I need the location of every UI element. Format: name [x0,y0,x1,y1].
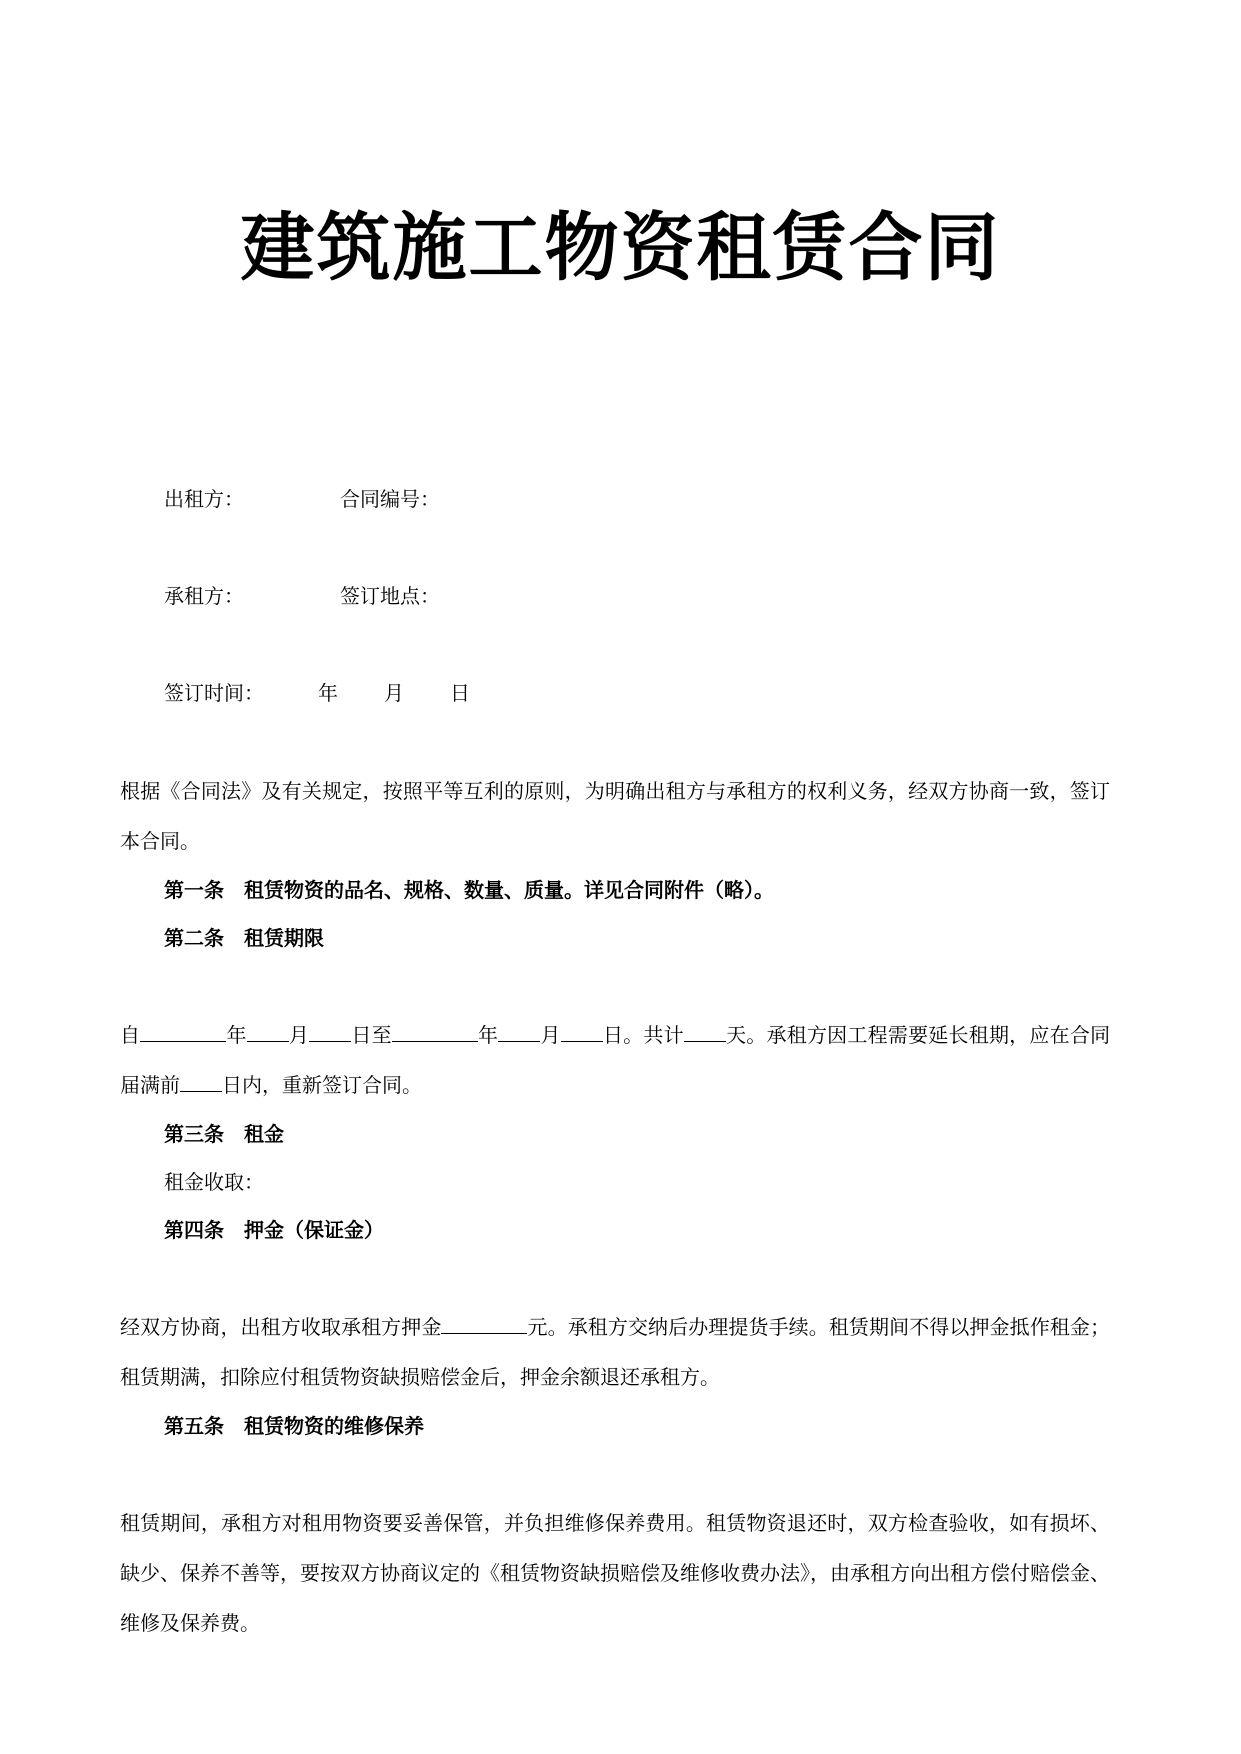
article-2-day-to: 日至 [351,1023,392,1047]
rent-collection-label: 租金收取： [164,1170,264,1194]
end-month-blank [498,1019,540,1042]
article-2-year1: 年 [226,1023,247,1047]
article-2-heading: 第二条 租赁期限 [164,926,324,950]
article-4-paragraph [120,1302,1110,1402]
article-2-month1: 月 [288,1023,310,1047]
article-4-heading: 第四条 押金（保证金） [164,1218,384,1242]
contract-no-label: 合同编号： [340,487,440,511]
contract-title: 建筑施工物资租赁合同 [240,205,1001,291]
total-days-blank [684,1019,726,1042]
article-5-heading: 第五条 租赁物资的维修保养 [164,1414,424,1438]
deposit-amount-blank [441,1311,527,1334]
article-2-month2: 月 [540,1023,561,1047]
article-2-year2: 年 [477,1023,499,1047]
start-year-blank [140,1019,226,1042]
article-3-heading: 第三条 租金 [164,1122,284,1146]
end-day-blank [561,1019,603,1042]
intro-paragraph: 根据《合同法》及有关规定，按照平等互利的原则，为明确出租方与承租方的权利义务，经双方协商一致，签订本合同。 [120,779,1110,853]
start-day-blank [309,1019,351,1042]
article-1-heading: 第一条 租赁物资的品名、规格、数量、质量。详见合同附件（略）。 [164,878,774,902]
lessee-label: 承租方： [164,584,244,608]
end-year-blank [392,1019,478,1042]
sign-month: 月 [384,681,404,705]
sign-time-label: 签订时间： [164,681,264,705]
article-2-from: 自 [120,1023,141,1047]
sign-place-label: 签订地点： [340,584,440,608]
article-2-end: 日内，重新签订合同。 [222,1073,422,1097]
sign-year: 年 [318,681,338,705]
article-5-paragraph: 租赁期间，承租方对租用物资要妥善保管，并负担维修保养费用。租赁物资退还时，双方检查验收，如有损坏、缺少、保养不善等，要按双方协商议定的《租赁物资缺损赔偿及维修收费办法》，由承租方向出租方偿付赔偿金、维修及保养费。 [120,1511,1110,1635]
article-2-total: 日。共计 [602,1023,684,1047]
article-2-rest: 天。承租方因工程需要延长租期，应在合同届满前 [120,1023,1111,1097]
article-4-end: 元。承租方交纳后办理提货手续。租赁期间不得以押金抵作租金；租赁期满，扣除应付租赁物资缺损赔偿金后，押金余额退还承租方。 [120,1315,1110,1389]
sign-day: 日 [450,681,470,705]
start-month-blank [247,1019,289,1042]
lessor-label: 出租方： [164,487,244,511]
article-4-start: 经双方协商，出租方收取承租方押金 [120,1315,442,1339]
renewal-days-blank [180,1069,222,1092]
article-2-paragraph [120,1010,1110,1110]
